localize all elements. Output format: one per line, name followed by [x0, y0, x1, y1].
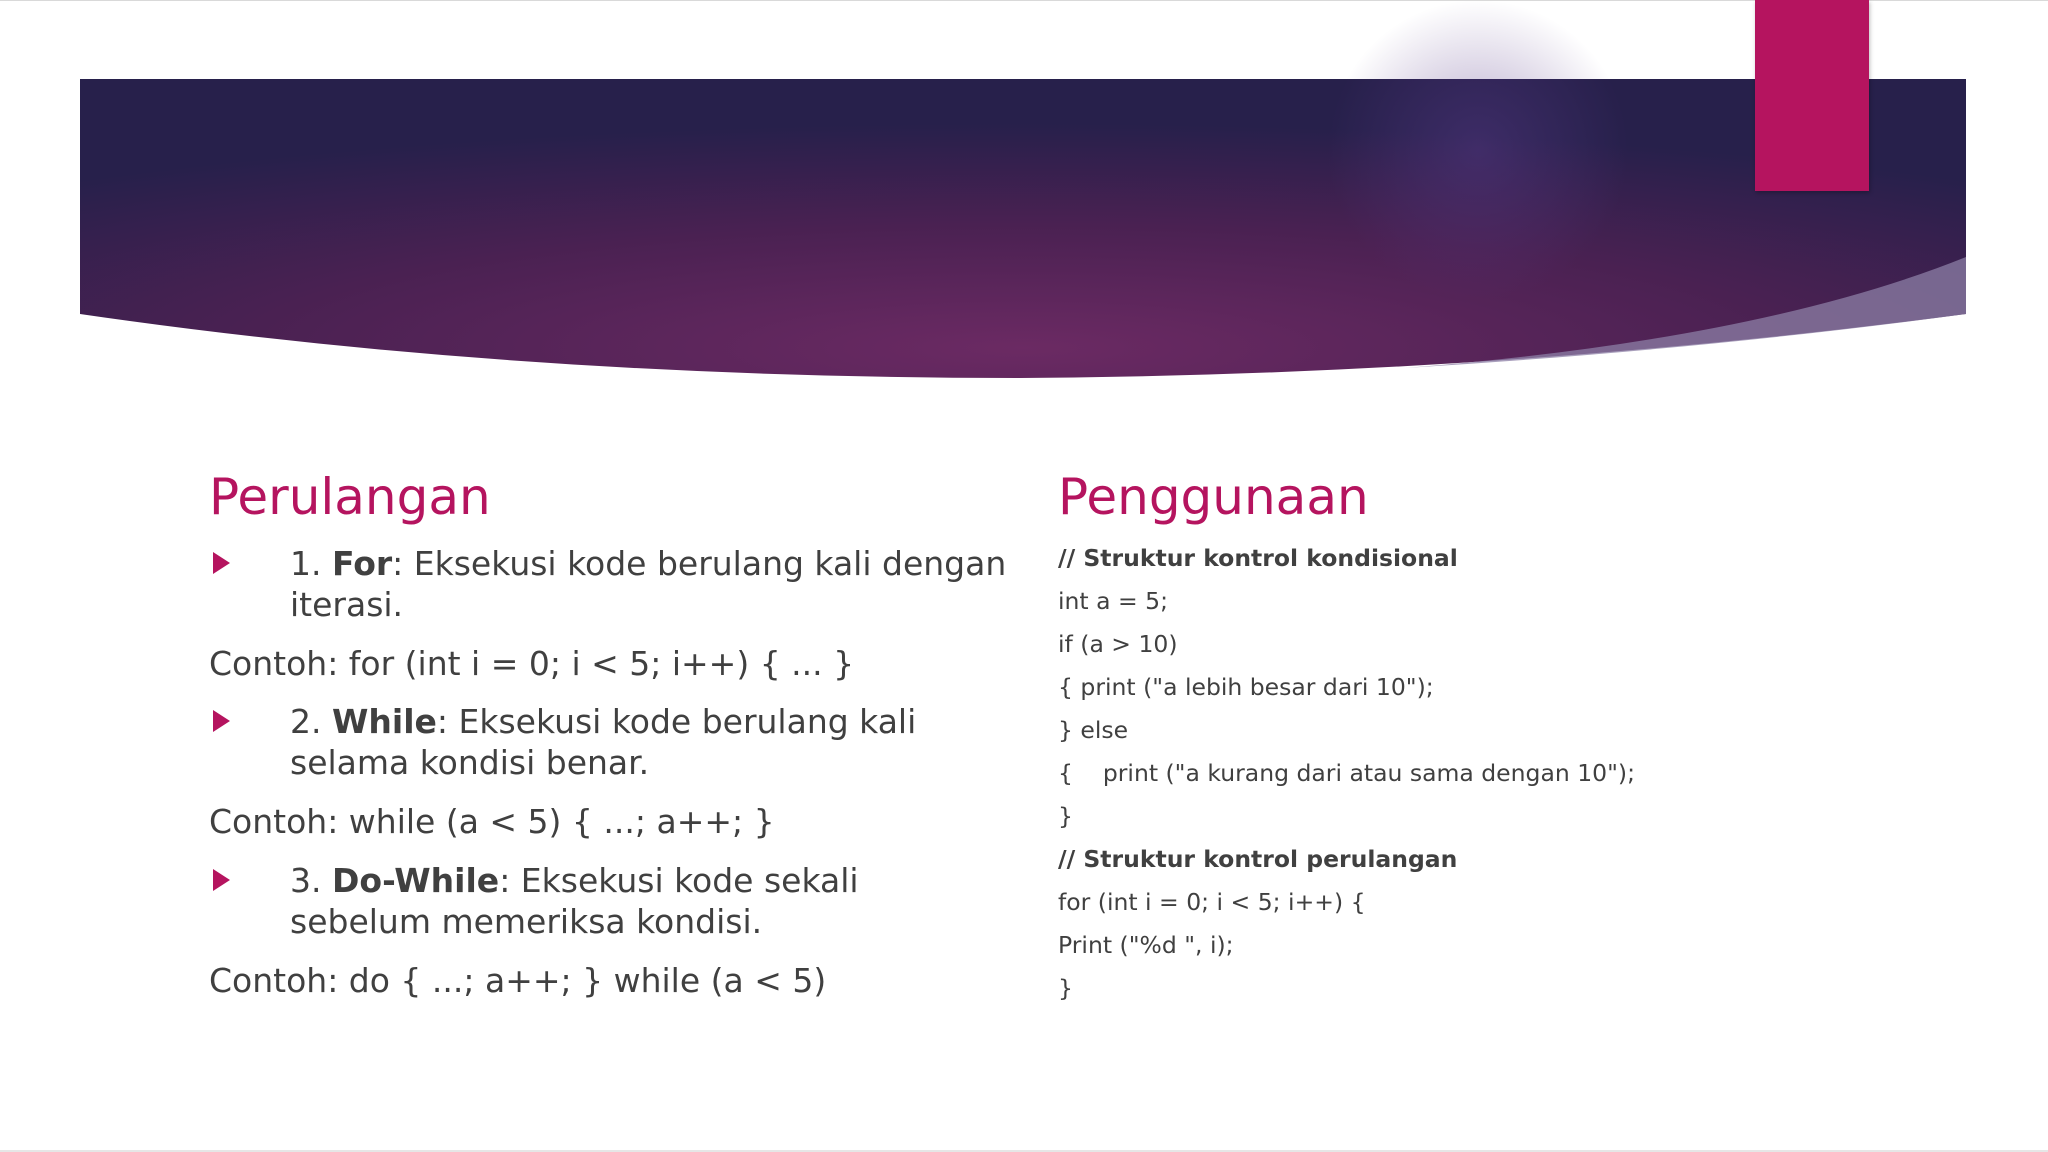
item-description: : Eksekusi kode sekali sebelum memeriksa kondisi.	[290, 861, 859, 941]
code-line: } else	[1058, 716, 1129, 744]
item-number: 2.	[290, 702, 322, 741]
code-line: }	[1058, 974, 1073, 1002]
item-keyword: While	[332, 702, 437, 741]
header-banner	[0, 0, 2048, 400]
bullet-arrow-icon	[213, 869, 230, 891]
loop-item-for	[290, 543, 1010, 625]
accent-tab	[1755, 0, 1869, 191]
example-for: Contoh: for (int i = 0; i < 5; i++) { ... }	[209, 644, 855, 683]
code-line: int a = 5;	[1058, 587, 1169, 615]
example-do-while: Contoh: do { ...; a++; } while (a < 5)	[209, 961, 827, 1000]
right-column-title: Penggunaan	[1058, 468, 1369, 526]
bullet-arrow-icon	[213, 552, 230, 574]
item-number: 1.	[290, 544, 322, 583]
code-line: { print ("a kurang dari atau sama dengan 10");	[1058, 759, 1636, 787]
bullet-arrow-icon	[213, 710, 230, 732]
item-description: : Eksekusi kode berulang kali dengan iterasi.	[290, 544, 1007, 624]
code-line: for (int i = 0; i < 5; i++) {	[1058, 888, 1366, 916]
code-comment-conditional: // Struktur kontrol kondisional	[1058, 544, 1458, 572]
code-comment-loop: // Struktur kontrol perulangan	[1058, 845, 1458, 873]
code-line: { print ("a lebih besar dari 10");	[1058, 673, 1434, 701]
item-keyword: Do-While	[332, 861, 500, 900]
loop-item-while	[290, 701, 1010, 783]
item-description: : Eksekusi kode berulang kali selama kondisi benar.	[290, 702, 917, 782]
code-line: }	[1058, 802, 1073, 830]
loop-item-do-while	[290, 860, 1010, 942]
item-keyword: For	[332, 544, 393, 583]
left-column-title: Perulangan	[209, 468, 491, 526]
code-line: Print ("%d ", i);	[1058, 931, 1234, 959]
code-line: if (a > 10)	[1058, 630, 1178, 658]
item-number: 3.	[290, 861, 322, 900]
example-while: Contoh: while (a < 5) { ...; a++; }	[209, 802, 775, 841]
